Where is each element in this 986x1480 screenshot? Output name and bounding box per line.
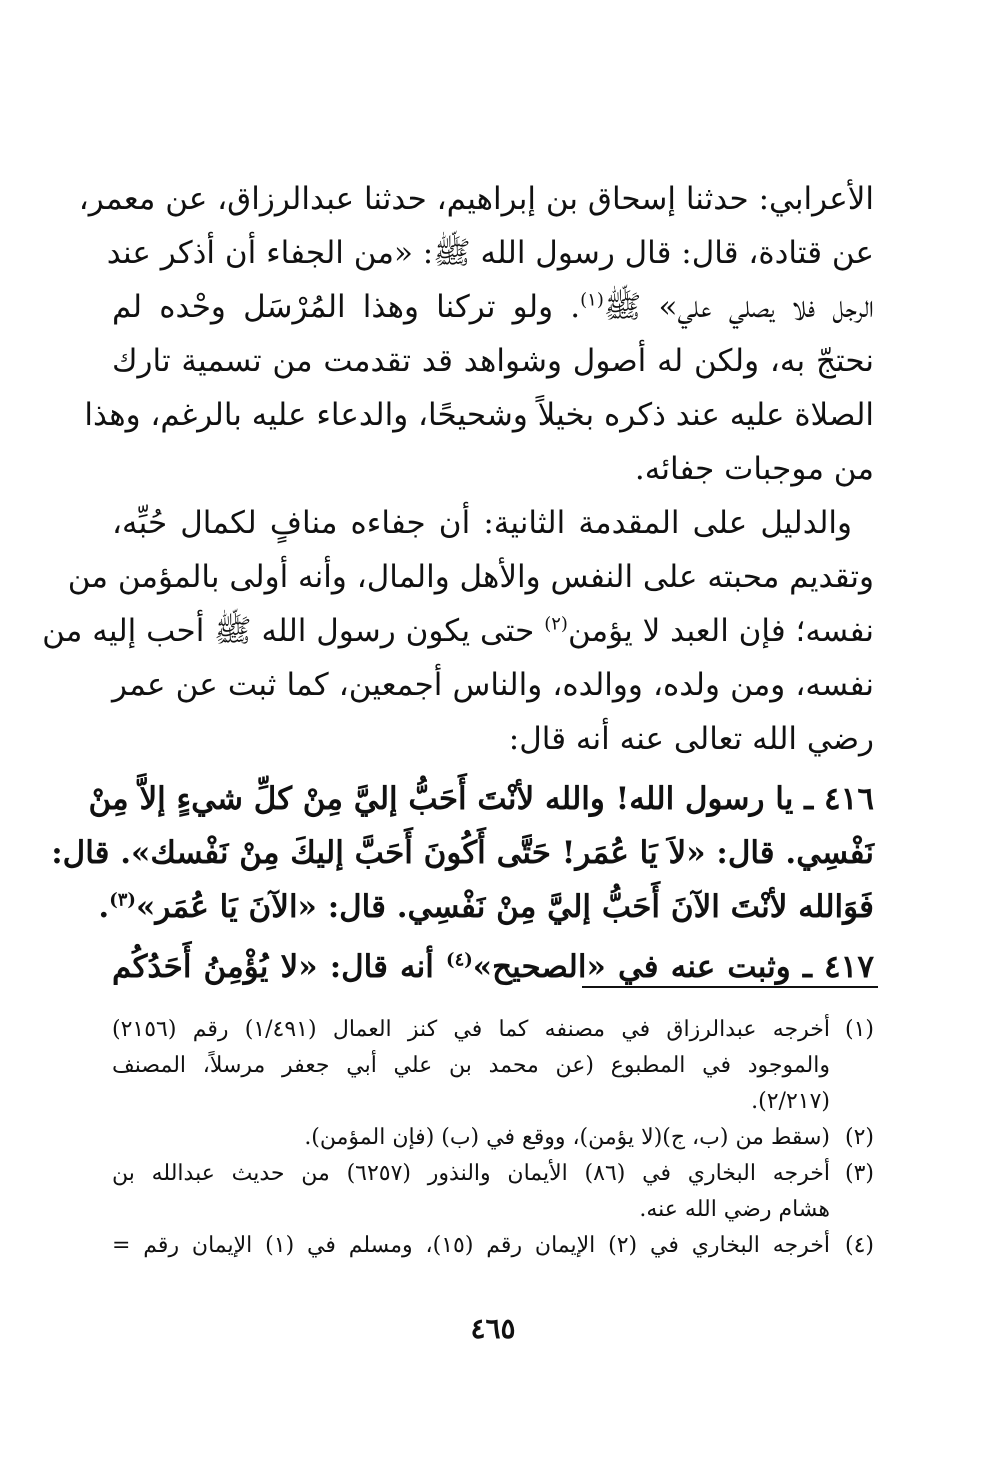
- text-line: الصلاة عليه عند ذكره بخيلاً وشحيحًا، والدعاء عليه بالرغم، وهذا: [84, 397, 874, 433]
- footnote: [112, 1120, 874, 1156]
- footnote-line: هشام رضي الله عنه.: [639, 1197, 830, 1222]
- text-segment: الرجل فلا يصلي علي» ﷺ: [603, 289, 874, 325]
- text-line: والدليل على المقدمة الثانية: أن جفاءه منافٍ لكمال حُبِّه،: [112, 505, 852, 541]
- text-line: [42, 604, 874, 658]
- footnote: [112, 1156, 874, 1228]
- footnote-line: والموجود في المطبوع (عن محمد بن علي أبي جعفر مرسلاً، المصنف: [112, 1053, 830, 1078]
- text-segment: أنه قال: «لا يُؤْمِنُ أَحَدُكُم: [112, 949, 434, 985]
- text-segment: نفسه؛ فإن العبد لا يؤمن: [567, 613, 874, 649]
- footnote-marker: (٤): [446, 949, 473, 971]
- text-line: عن قتادة، قال: قال رسول الله ﷺ: «من الجفاء أن أذكر عند: [106, 235, 874, 271]
- text-line: نفسه، ومن ولده، ووالده، والناس أجمعين، كما ثبت عن عمر: [112, 667, 874, 703]
- footnote-number: (٣): [844, 1161, 874, 1186]
- text-line: [112, 280, 874, 334]
- text-segment: حتى يكون رسول الله ﷺ أحب إليه من: [42, 613, 535, 649]
- text-segment: فَوَالله لأنْتَ الآنَ أَحَبُّ إليَّ مِنْ نَفْسِي. قال: «الآنَ يَا عُمَر»: [135, 889, 874, 925]
- text-segment: . ولو تركنا وهذا المُرْسَل وحْده لم: [112, 289, 581, 325]
- footnote-number: (١): [844, 1017, 874, 1042]
- footnote-marker: (٣): [109, 889, 136, 911]
- text-line: الأعرابي: حدثنا إسحاق بن إبراهيم، حدثنا عبدالرزاق، عن معمر،: [78, 181, 874, 217]
- text-line: رضي الله تعالى عنه أنه قال:: [508, 721, 874, 757]
- footnote: [112, 1012, 874, 1120]
- footnote-line: أخرجه عبدالرزاق في مصنفه كما في كنز العمال (١/٤٩١) رقم (٢١٥٦): [112, 1017, 830, 1042]
- hadith-line: ٤١٦ ـ يا رسول الله! والله لأنْتَ أَحَبُّ إليَّ مِنْ كلِّ شيءٍ إلاَّ مِنْ: [88, 781, 874, 817]
- main-text: [42, 172, 874, 994]
- text-line: وتقديم محبته على النفس والأهل والمال، وأنه أولى بالمؤمن من: [67, 559, 874, 595]
- footnote-marker: (١): [580, 289, 604, 311]
- hadith-line: نَفْسِي. قال: «لاَ يَا عُمَر! حَتَّى أَكُونَ أَحَبَّ إليكَ مِنْ نَفْسك». قال:: [51, 835, 874, 871]
- hadith-line: [98, 880, 874, 934]
- page-number: ٤٦٥: [470, 1312, 516, 1345]
- text-segment: .: [98, 889, 110, 925]
- footnote-line: (٢/٢١٧).: [751, 1089, 830, 1114]
- footnote-divider: [582, 986, 878, 988]
- footnote-line: أخرجه البخاري في (٢) الإيمان رقم (١٥)، ومسلم في (١) الإيمان رقم =: [112, 1233, 830, 1258]
- text-line: من موجبات جفائه.: [634, 451, 874, 487]
- footnotes: [112, 1012, 874, 1264]
- footnote: [112, 1228, 874, 1264]
- text-line: نحتجّ به، ولكن له أصول وشواهد قد تقدمت من تسمية تارك: [112, 343, 874, 379]
- footnote-number: (٢): [844, 1125, 874, 1150]
- footnote-line: أخرجه البخاري في (٨٦) الأيمان والنذور (٦٢٥٧) من حديث عبدالله بن: [112, 1161, 830, 1186]
- footnote-marker: (٢): [544, 613, 568, 635]
- footnote-number: (٤): [844, 1233, 874, 1258]
- footnote-line: (سقط من (ب، ج)(لا يؤمن)، ووقع في (ب) (فإن المؤمن).: [304, 1125, 830, 1150]
- text-segment: ٤١٧ ـ وثبت عنه في «الصحيح»: [472, 949, 874, 985]
